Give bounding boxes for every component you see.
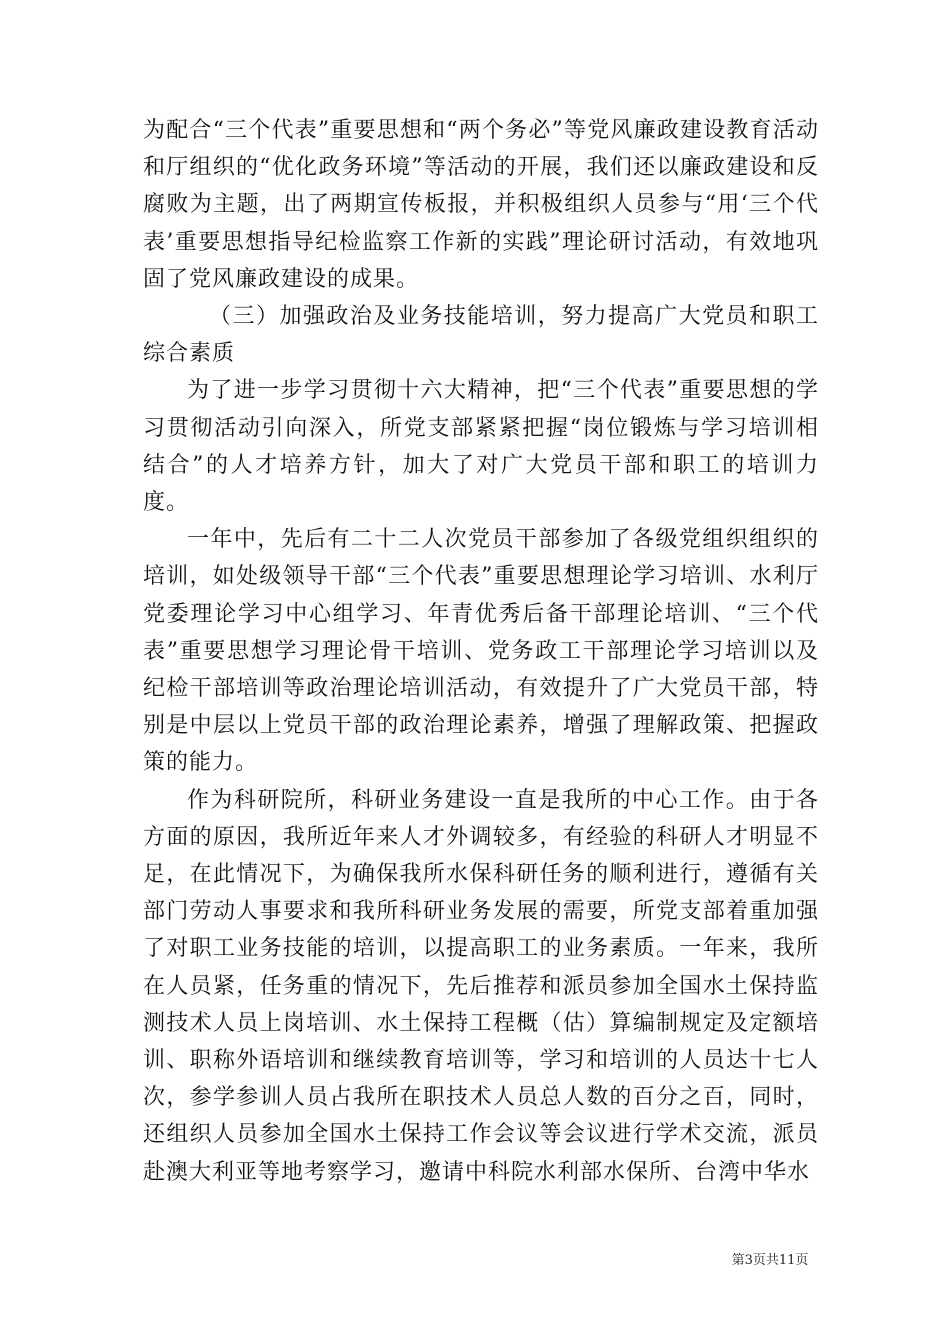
paragraph-research: 作为科研院所，科研业务建设一直是我所的中心工作。由于各方面的原因，我所近年来人才外调较多，有经验的科研人才明显不足，在此情况下，为确保我所水保科研任务的顺利进行，遵循有关部门劳动人事要求和我所科研业务发展的需要，所党支部着重加强了对职工业务技能的培训，以提高职工的业务素质。一年来，我所在人员紧，任务重的情况下，先后推荐和派员参加全国水土保持监测技术人员上岗培训、水土保持工程概（估）算编制规定及定额培训、职称外语培训和继续教育培训等，学习和培训的人员达十七人次，参学参训人员占我所在职技术人员总人数的百分之百，同时，还组织人员参加全国水土保持工作会议等会议进行学术交流，派员赴澳大利亚等地考察学习，邀请中科院水利部水保所、台湾中华水 (143, 787, 819, 1185)
document-body (143, 112, 819, 1191)
paragraph-training: 一年中，先后有二十二人次党员干部参加了各级党组织组织的培训，如处级领导干部“三个代表”重要思想理论学习培训、水利厅党委理论学习中心组学习、年青优秀后备干部理论培训、“三个代表”重要思想学习理论骨干培训、党务政工干部理论学习培训以及纪检干部培训等政治理论培训活动，有效提升了广大党员干部，特别是中层以上党员干部的政治理论素养，增强了理解政策、把握政策的能力。 (143, 527, 819, 776)
section-heading: （三）加强政治及业务技能培训，努力提高广大党员和职工综合素质 (143, 304, 819, 367)
paragraph-continuation: 为配合“三个代表”重要思想和“两个务必”等党风廉政建设教育活动和厅组织的“优化政务环境”等活动的开展，我们还以廉政建设和反腐败为主题，出了两期宣传板报，并积极组织人员参与“用‘三个代表’重要思想指导纪检监察工作新的实践”理论研讨活动，有效地巩固了党风廉政建设的成果。 (143, 118, 819, 292)
page-number-footer: 第3页共11页 (731, 1253, 809, 1268)
paragraph-study: 为了进一步学习贯彻十六大精神，把“三个代表”重要思想的学习贯彻活动引向深入，所党支部紧紧把握“岗位锻炼与学习培训相结合”的人才培养方针，加大了对广大党员干部和职工的培训力度。 (143, 378, 819, 516)
